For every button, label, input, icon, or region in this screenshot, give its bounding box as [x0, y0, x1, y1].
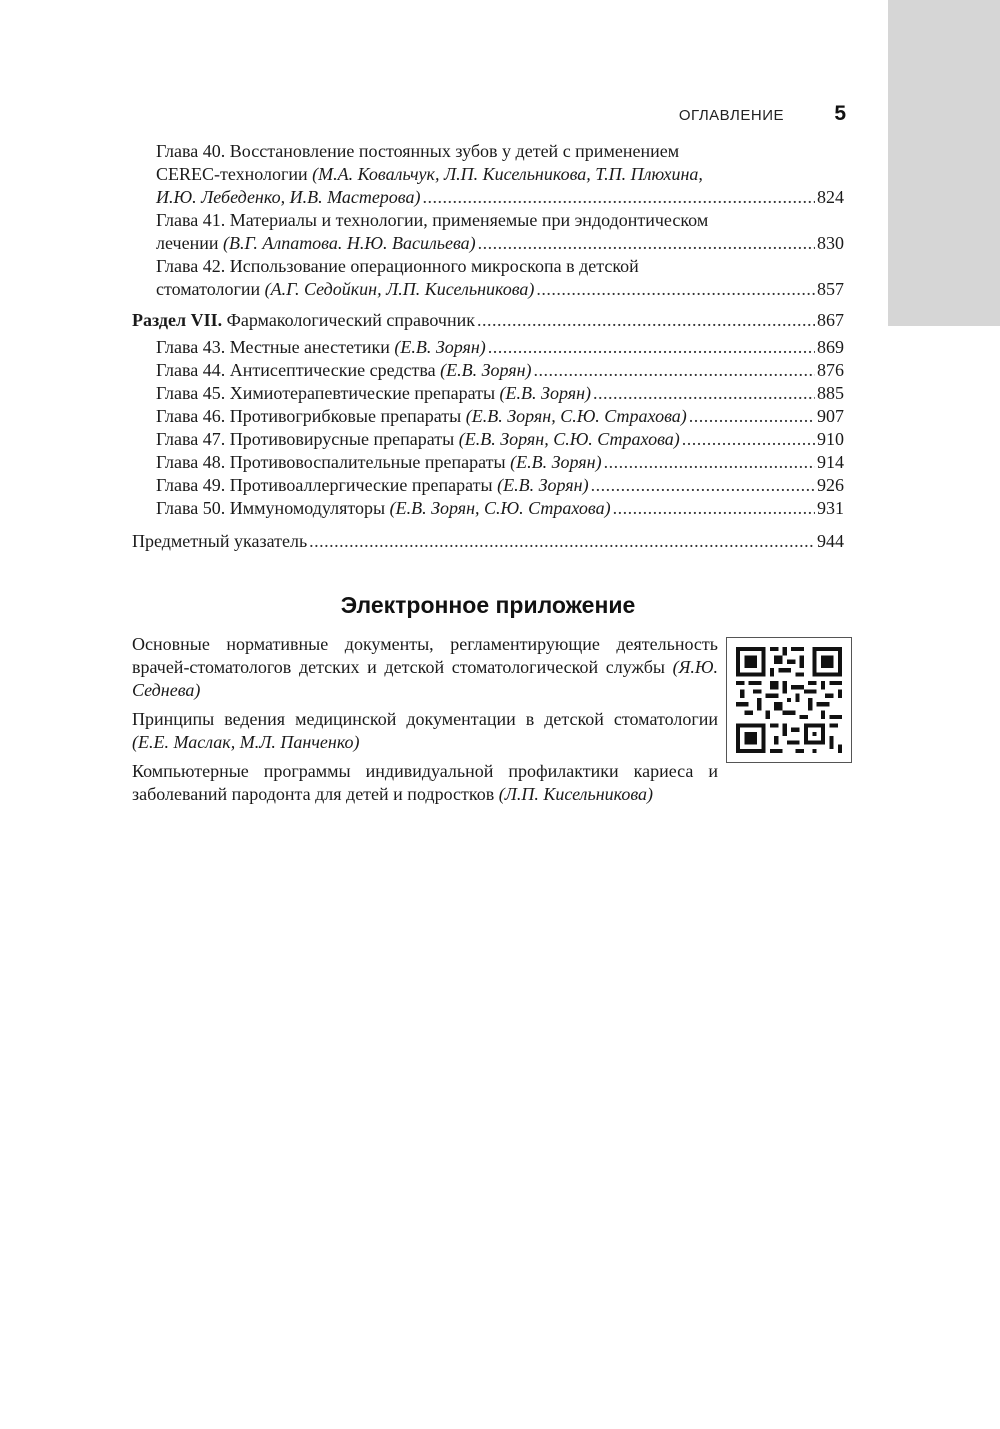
toc-chapter-40-line1: Глава 40. Восстановление постоянных зубов у детей с применением	[156, 141, 680, 161]
toc-chapter-40[interactable]	[156, 140, 844, 209]
appendix-item-author: (Л.П. Кисельникова)	[498, 784, 654, 804]
toc-chapter-47-page: 910	[817, 429, 844, 449]
appendix-item[interactable]	[132, 760, 718, 806]
toc-chapter-41[interactable]	[156, 209, 844, 255]
toc-chapter-49[interactable]	[156, 474, 844, 497]
appendix-title: Электронное приложение	[340, 592, 636, 618]
toc-chapter-43[interactable]	[156, 336, 844, 359]
leader-dots	[534, 359, 815, 382]
toc-chapter-47-authors: (Е.В. Зорян, С.Ю. Страхова)	[458, 429, 680, 449]
toc-chapter-41-line1: Глава 41. Материалы и технологии, применяемые при эндодонтическом	[156, 210, 709, 230]
toc-chapter-41-page: 830	[817, 233, 844, 253]
toc-chapter-40-page: 824	[817, 187, 844, 207]
leader-dots	[689, 405, 815, 428]
toc-chapter-47[interactable]	[156, 428, 844, 451]
toc-chapter-49-authors: (Е.В. Зорян)	[497, 475, 589, 495]
appendix-item[interactable]	[132, 708, 718, 754]
toc-chapter-42[interactable]	[156, 255, 844, 301]
leader-dots	[309, 530, 815, 553]
leader-dots	[613, 497, 815, 520]
toc-chapter-46-page: 907	[817, 406, 844, 426]
toc-chapter-45-authors: (Е.В. Зорян)	[499, 383, 591, 403]
toc-chapter-42-line1: Глава 42. Использование операционного микроскопа в детской	[156, 256, 639, 276]
toc-chapter-44[interactable]	[156, 359, 844, 382]
toc-chapter-46-title: Глава 46. Противогрибковые препараты	[156, 406, 466, 426]
toc-chapter-49-title: Глава 49. Противоаллергические препараты	[156, 475, 498, 495]
leader-dots	[593, 382, 815, 405]
toc-chapter-41-line2: лечении	[156, 233, 223, 253]
toc-chapter-43-title: Глава 43. Местные анестетики	[156, 337, 395, 357]
running-head	[600, 104, 846, 130]
running-head-title: ОГЛАВЛЕНИЕ	[678, 107, 784, 124]
toc-section-7-page: 867	[817, 310, 844, 330]
toc-chapter-42-page: 857	[817, 279, 844, 299]
toc-chapter-45-title: Глава 45. Химиотерапевтические препараты	[156, 383, 500, 403]
toc-chapter-45-page: 885	[817, 383, 844, 403]
leader-dots	[604, 451, 815, 474]
toc-chapter-48-authors: (Е.В. Зорян)	[510, 452, 602, 472]
toc-chapter-50-page: 931	[817, 498, 844, 518]
toc-chapter-49-page: 926	[817, 475, 844, 495]
leader-dots	[488, 336, 815, 359]
toc-chapter-42-line2: стоматологии	[156, 279, 265, 299]
toc-chapter-50-authors: (Е.В. Зорян, С.Ю. Страхова)	[389, 498, 611, 518]
toc-chapter-46-authors: (Е.В. Зорян, С.Ю. Страхова)	[465, 406, 687, 426]
appendix-item-text: Принципы ведения медицинской документации в детской стоматологии	[132, 709, 718, 729]
toc-chapter-48-page: 914	[817, 452, 844, 472]
page-number: 5	[834, 102, 846, 125]
toc-chapter-47-title: Глава 47. Противовирусные препараты	[156, 429, 459, 449]
toc-chapter-50[interactable]	[156, 497, 844, 520]
toc-chapter-46[interactable]	[156, 405, 844, 428]
toc-chapter-44-authors: (Е.В. Зорян)	[440, 360, 532, 380]
toc-chapter-40-authors-cont: И.Ю. Лебеденко, И.В. Мастерова)	[156, 187, 421, 207]
leader-dots	[423, 186, 816, 209]
leader-dots	[682, 428, 815, 451]
toc-chapter-48[interactable]	[156, 451, 844, 474]
leader-dots	[591, 474, 815, 497]
appendix-item-author: (Я.Ю. Седнева)	[132, 657, 718, 700]
toc-subject-index-title: Предметный указатель	[132, 531, 308, 551]
toc-chapter-44-title: Глава 44. Антисептические средства	[156, 360, 441, 380]
leader-dots	[478, 232, 815, 255]
leader-dots	[477, 309, 815, 332]
appendix-item-text: Основные нормативные документы, регламентирующие деятельность врачей-стоматологов детских и детской стоматологической службы	[132, 634, 718, 677]
qr-code-icon	[736, 647, 842, 753]
toc-chapter-45[interactable]	[156, 382, 844, 405]
appendix-item-author: (Е.Е. Маслак, М.Л. Панченко)	[132, 732, 360, 752]
toc-chapter-41-authors: (В.Г. Алпатова. Н.Ю. Васильева)	[222, 233, 476, 253]
toc-chapter-43-authors: (Е.В. Зорян)	[394, 337, 486, 357]
table-of-contents	[132, 140, 844, 553]
toc-chapter-40-line2: CEREC-технологии	[156, 164, 313, 184]
appendix-item[interactable]	[132, 633, 718, 702]
appendix-item-text: Компьютерные программы индивидуальной профилактики кариеса и заболеваний пародонта для детей и подростков	[132, 761, 718, 804]
qr-code-box[interactable]	[726, 637, 852, 763]
toc-chapter-42-authors: (А.Г. Седойкин, Л.П. Кисельникова)	[264, 279, 535, 299]
appendix-list	[132, 633, 718, 812]
toc-section-7-label: Раздел VII.	[132, 310, 223, 330]
toc-chapter-50-title: Глава 50. Иммуномодуляторы	[156, 498, 390, 518]
side-tab	[888, 0, 1000, 326]
toc-chapter-48-title: Глава 48. Противовоспалительные препараты	[156, 452, 511, 472]
toc-chapter-40-authors: (М.А. Ковальчук, Л.П. Кисельникова, Т.П. Плюхина,	[312, 164, 703, 184]
leader-dots	[536, 278, 815, 301]
toc-subject-index[interactable]	[132, 530, 844, 553]
toc-chapter-43-page: 869	[817, 337, 844, 357]
toc-section-7[interactable]	[132, 309, 844, 332]
toc-section-7-title: Фармакологический справочник	[222, 310, 475, 330]
toc-subject-index-page: 944	[817, 531, 844, 551]
toc-chapter-44-page: 876	[817, 360, 844, 380]
